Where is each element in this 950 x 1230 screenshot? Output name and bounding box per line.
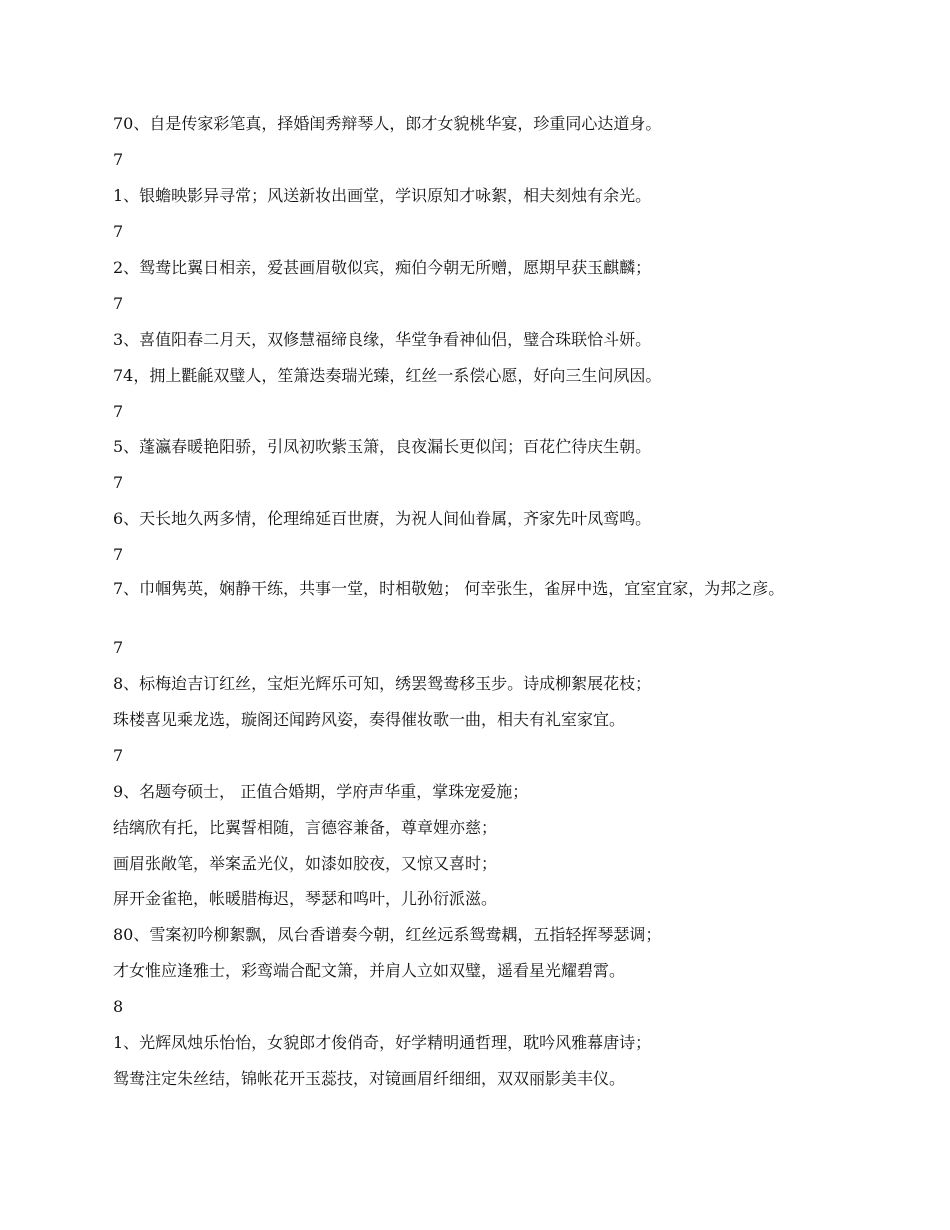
text-line: 8: [113, 997, 124, 1016]
text-line: 才女惟应逢雅士，彩鸾端合配文箫，并肩人立如双璧，遥看星光耀碧霄。: [113, 961, 626, 980]
text-line: 2、鸳鸯比翼日相亲，爱甚画眉敬似宾，痴伯今朝无所赠，愿期早获玉麒麟；: [113, 258, 652, 277]
text-line: 9、名题夸硕士， 正值合婚期，学府声华重，掌珠宠爱施；: [113, 782, 529, 801]
text-line: 3、喜值阳春二月天，双修慧福缔良缘，华堂争看神仙侣，璧合珠联恰斗妍。: [113, 330, 652, 349]
text-line: 1、光辉凤烛乐怡怡，女貌郎才俊俏奇，好学精明通哲理，耽吟风雅幕唐诗；: [113, 1033, 652, 1052]
text-line: 画眉张敞笔，举案孟光仪，如漆如胶夜，又惊又喜时；: [113, 854, 498, 873]
text-line: 7: [113, 294, 124, 313]
text-line: 80、雪案初吟柳絮飘，凤台香谱奏今朝，红丝远系鸳鸯耦，五指轻挥琴瑟调；: [113, 925, 662, 944]
text-line: 6、天长地久两多情，伦理绵延百世赓，为祝人间仙眷属，齐家先叶凤鸾鸣。: [113, 509, 652, 528]
text-line: 7: [113, 638, 124, 657]
text-line: 结缡欣有托，比翼誓相随，言德容兼备，尊章娌亦慈；: [113, 818, 498, 837]
text-line: 7: [113, 222, 124, 241]
text-line: 7: [113, 473, 124, 492]
text-line: 7: [113, 746, 124, 765]
text-line: 7、巾帼隽英，娴静干练，共事一堂，时相敬勉； 何幸张生，雀屏中选，宜室宜家，为邦之彦。: [113, 579, 785, 598]
text-line: 屏开金雀艳，帐暖腊梅迟，琴瑟和鸣叶，儿孙衍派滋。: [113, 889, 498, 908]
text-line: 珠楼喜见乘龙选，璇阁还闻跨风姿，奏得催妆歌一曲，相夫有礼室家宜。: [113, 710, 626, 729]
text-line: 7: [113, 402, 124, 421]
text-line: 7: [113, 150, 124, 169]
text-line: 5、蓬瀛春暖艳阳骄，引凤初吹紫玉箫，良夜漏长更似闰；百花伫待庆生朝。: [113, 437, 652, 456]
text-line: 鸳鸯注定朱丝结，锦帐花开玉蕊技，对镜画眉纤细细，双双丽影美丰仪。: [113, 1069, 626, 1088]
text-line: 74，拥上氍毹双璧人，笙箫迭奏瑞光臻，红丝一系偿心愿，好向三生问夙因。: [113, 366, 662, 385]
text-line: 70、自是传家彩笔真，择婚闺秀辩琴人，郎才女貌桃华宴，珍重同心达道身。: [113, 114, 662, 133]
text-line: 8、标梅迨吉订红丝，宝炬光辉乐可知，绣罢鸳鸯移玉步。诗成柳絮展花枝；: [113, 674, 652, 693]
text-line: 1、银蟾映影异寻常；风送新妆出画堂，学识原知才咏絮，相夫刻烛有余光。: [113, 186, 652, 205]
text-line: 7: [113, 545, 124, 564]
